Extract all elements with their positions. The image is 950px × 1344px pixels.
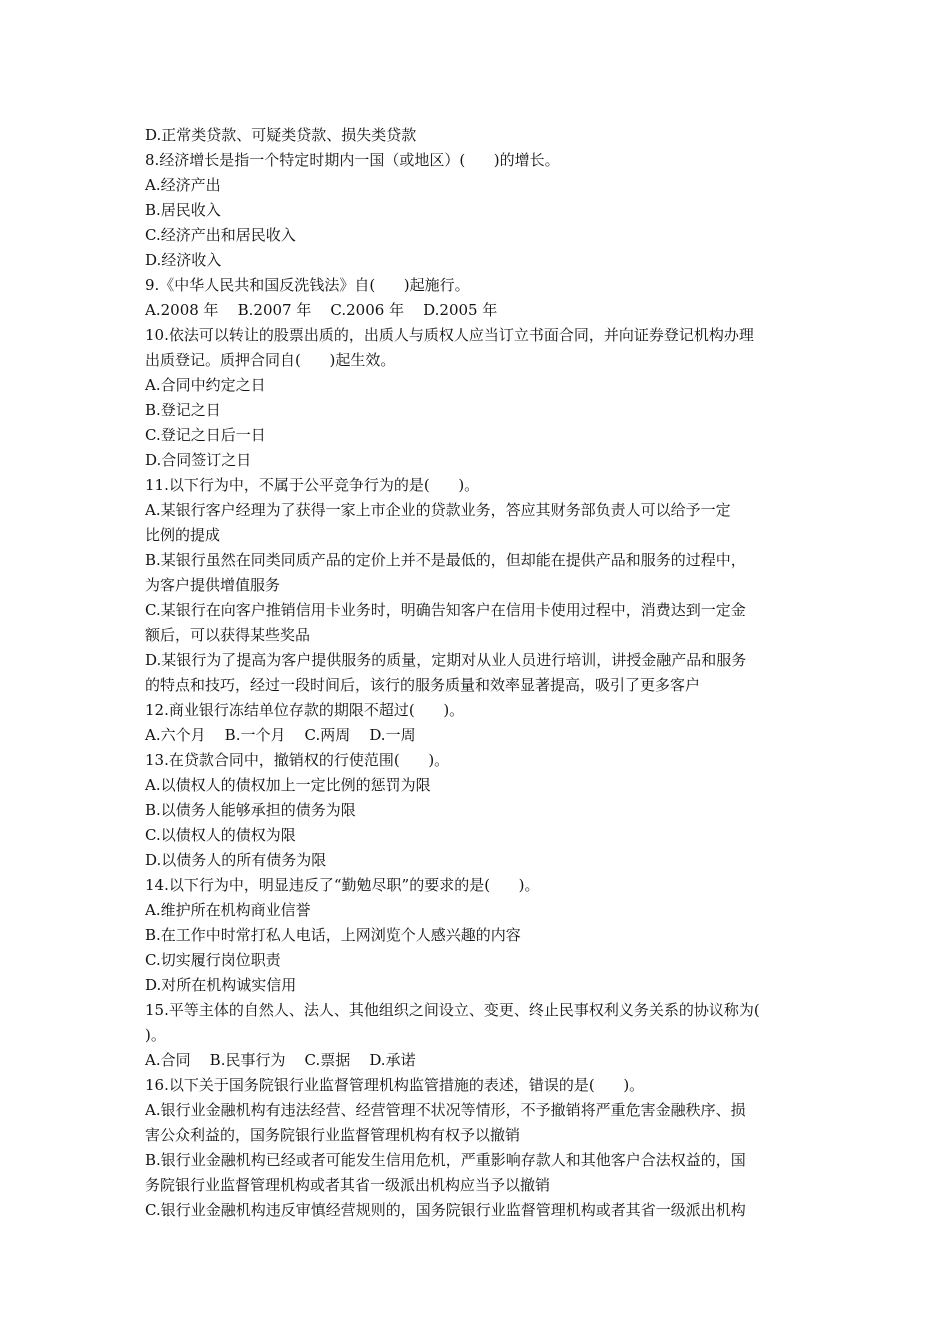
text-line: C.某银行在向客户推销信用卡业务时，明确告知客户在信用卡使用过程中，消费达到一定金 xyxy=(145,601,746,619)
text-line: D.经济收入 xyxy=(145,251,222,269)
text-line: B.以债务人能够承担的债务为限 xyxy=(145,801,356,819)
text-line: D.正常类贷款、可疑类贷款、损失类贷款 xyxy=(145,126,417,144)
text-line: B.银行业金融机构已经或者可能发生信用危机，严重影响存款人和其他客户合法权益的，国 xyxy=(145,1151,746,1169)
text-line: D.以债务人的所有债务为限 xyxy=(145,851,327,869)
text-line: A.银行业金融机构有违法经营、经营管理不状况等情形，不予撤销将严重危害金融秩序、损 xyxy=(145,1101,746,1119)
text-line: )。 xyxy=(145,1026,166,1044)
text-line: 额后，可以获得某些奖品 xyxy=(145,626,311,644)
text-line: 的特点和技巧，经过一段时间后，该行的服务质量和效率显著提高，吸引了更多客户 xyxy=(145,676,701,694)
text-line: D.某银行为了提高为客户提供服务的质量，定期对从业人员进行培训，讲授金融产品和服务 xyxy=(145,651,747,669)
document-page xyxy=(145,123,810,1223)
text-line: C.登记之日后一日 xyxy=(145,426,266,444)
text-line: 8.经济增长是指一个特定时期内一国（或地区）( )的增长。 xyxy=(145,151,560,169)
text-line: 11.以下行为中，不属于公平竞争行为的是( )。 xyxy=(145,476,480,494)
text-line: 12.商业银行冻结单位存款的期限不超过( )。 xyxy=(145,701,465,719)
text-line: 比例的提成 xyxy=(145,526,221,544)
text-line: 15.平等主体的自然人、法人、其他组织之间设立、变更、终止民事权利义务关系的协议称为( xyxy=(145,1001,760,1019)
text-line: 出质登记。质押合同自( )起生效。 xyxy=(145,351,396,369)
text-line: C.以债权人的债权为限 xyxy=(145,826,296,844)
text-line: A.维护所在机构商业信誉 xyxy=(145,901,311,919)
text-line: A.合同 B.民事行为 C.票据 D.承诺 xyxy=(145,1051,416,1069)
text-line: 14.以下行为中，明显违反了“勤勉尽职”的要求的是( )。 xyxy=(145,876,540,894)
text-line: 害公众利益的，国务院银行业监督管理机构有权予以撤销 xyxy=(145,1126,521,1144)
text-line: D.对所在机构诚实信用 xyxy=(145,976,297,994)
text-line: C.经济产出和居民收入 xyxy=(145,226,296,244)
text-line: B.某银行虽然在同类同质产品的定价上并不是最低的，但却能在提供产品和服务的过程中， xyxy=(145,551,746,569)
text-line: A.合同中约定之日 xyxy=(145,376,266,394)
text-line: 16.以下关于国务院银行业监督管理机构监管措施的表述，错误的是( )。 xyxy=(145,1076,645,1094)
text-line: B.登记之日 xyxy=(145,401,221,419)
text-line: A.六个月 B.一个月 C.两周 D.一周 xyxy=(145,726,416,744)
text-line: C.银行业金融机构违反审慎经营规则的，国务院银行业监督管理机构或者其省一级派出机构 xyxy=(145,1201,746,1219)
text-line: 10.依法可以转让的股票出质的，出质人与质权人应当订立书面合同，并向证券登记机构办理 xyxy=(145,326,754,344)
text-line: 为客户提供增值服务 xyxy=(145,576,281,594)
text-line: A.以债权人的债权加上一定比例的惩罚为限 xyxy=(145,776,431,794)
text-line: 9.《中华人民共和国反洗钱法》自( )起施行。 xyxy=(145,276,470,294)
text-line: 13.在贷款合同中，撤销权的行使范围( )。 xyxy=(145,751,450,769)
text-line: D.合同签订之日 xyxy=(145,451,252,469)
text-line: B.居民收入 xyxy=(145,201,221,219)
text-line: A.2008 年 B.2007 年 C.2006 年 D.2005 年 xyxy=(145,301,498,319)
text-line: A.某银行客户经理为了获得一家上市企业的贷款业务，答应其财务部负责人可以给予一定 xyxy=(145,501,731,519)
text-line: C.切实履行岗位职责 xyxy=(145,951,281,969)
text-line: 务院银行业监督管理机构或者其省一级派出机构应当予以撤销 xyxy=(145,1176,551,1194)
text-line: A.经济产出 xyxy=(145,176,221,194)
text-line: B.在工作中时常打私人电话，上网浏览个人感兴趣的内容 xyxy=(145,926,521,944)
